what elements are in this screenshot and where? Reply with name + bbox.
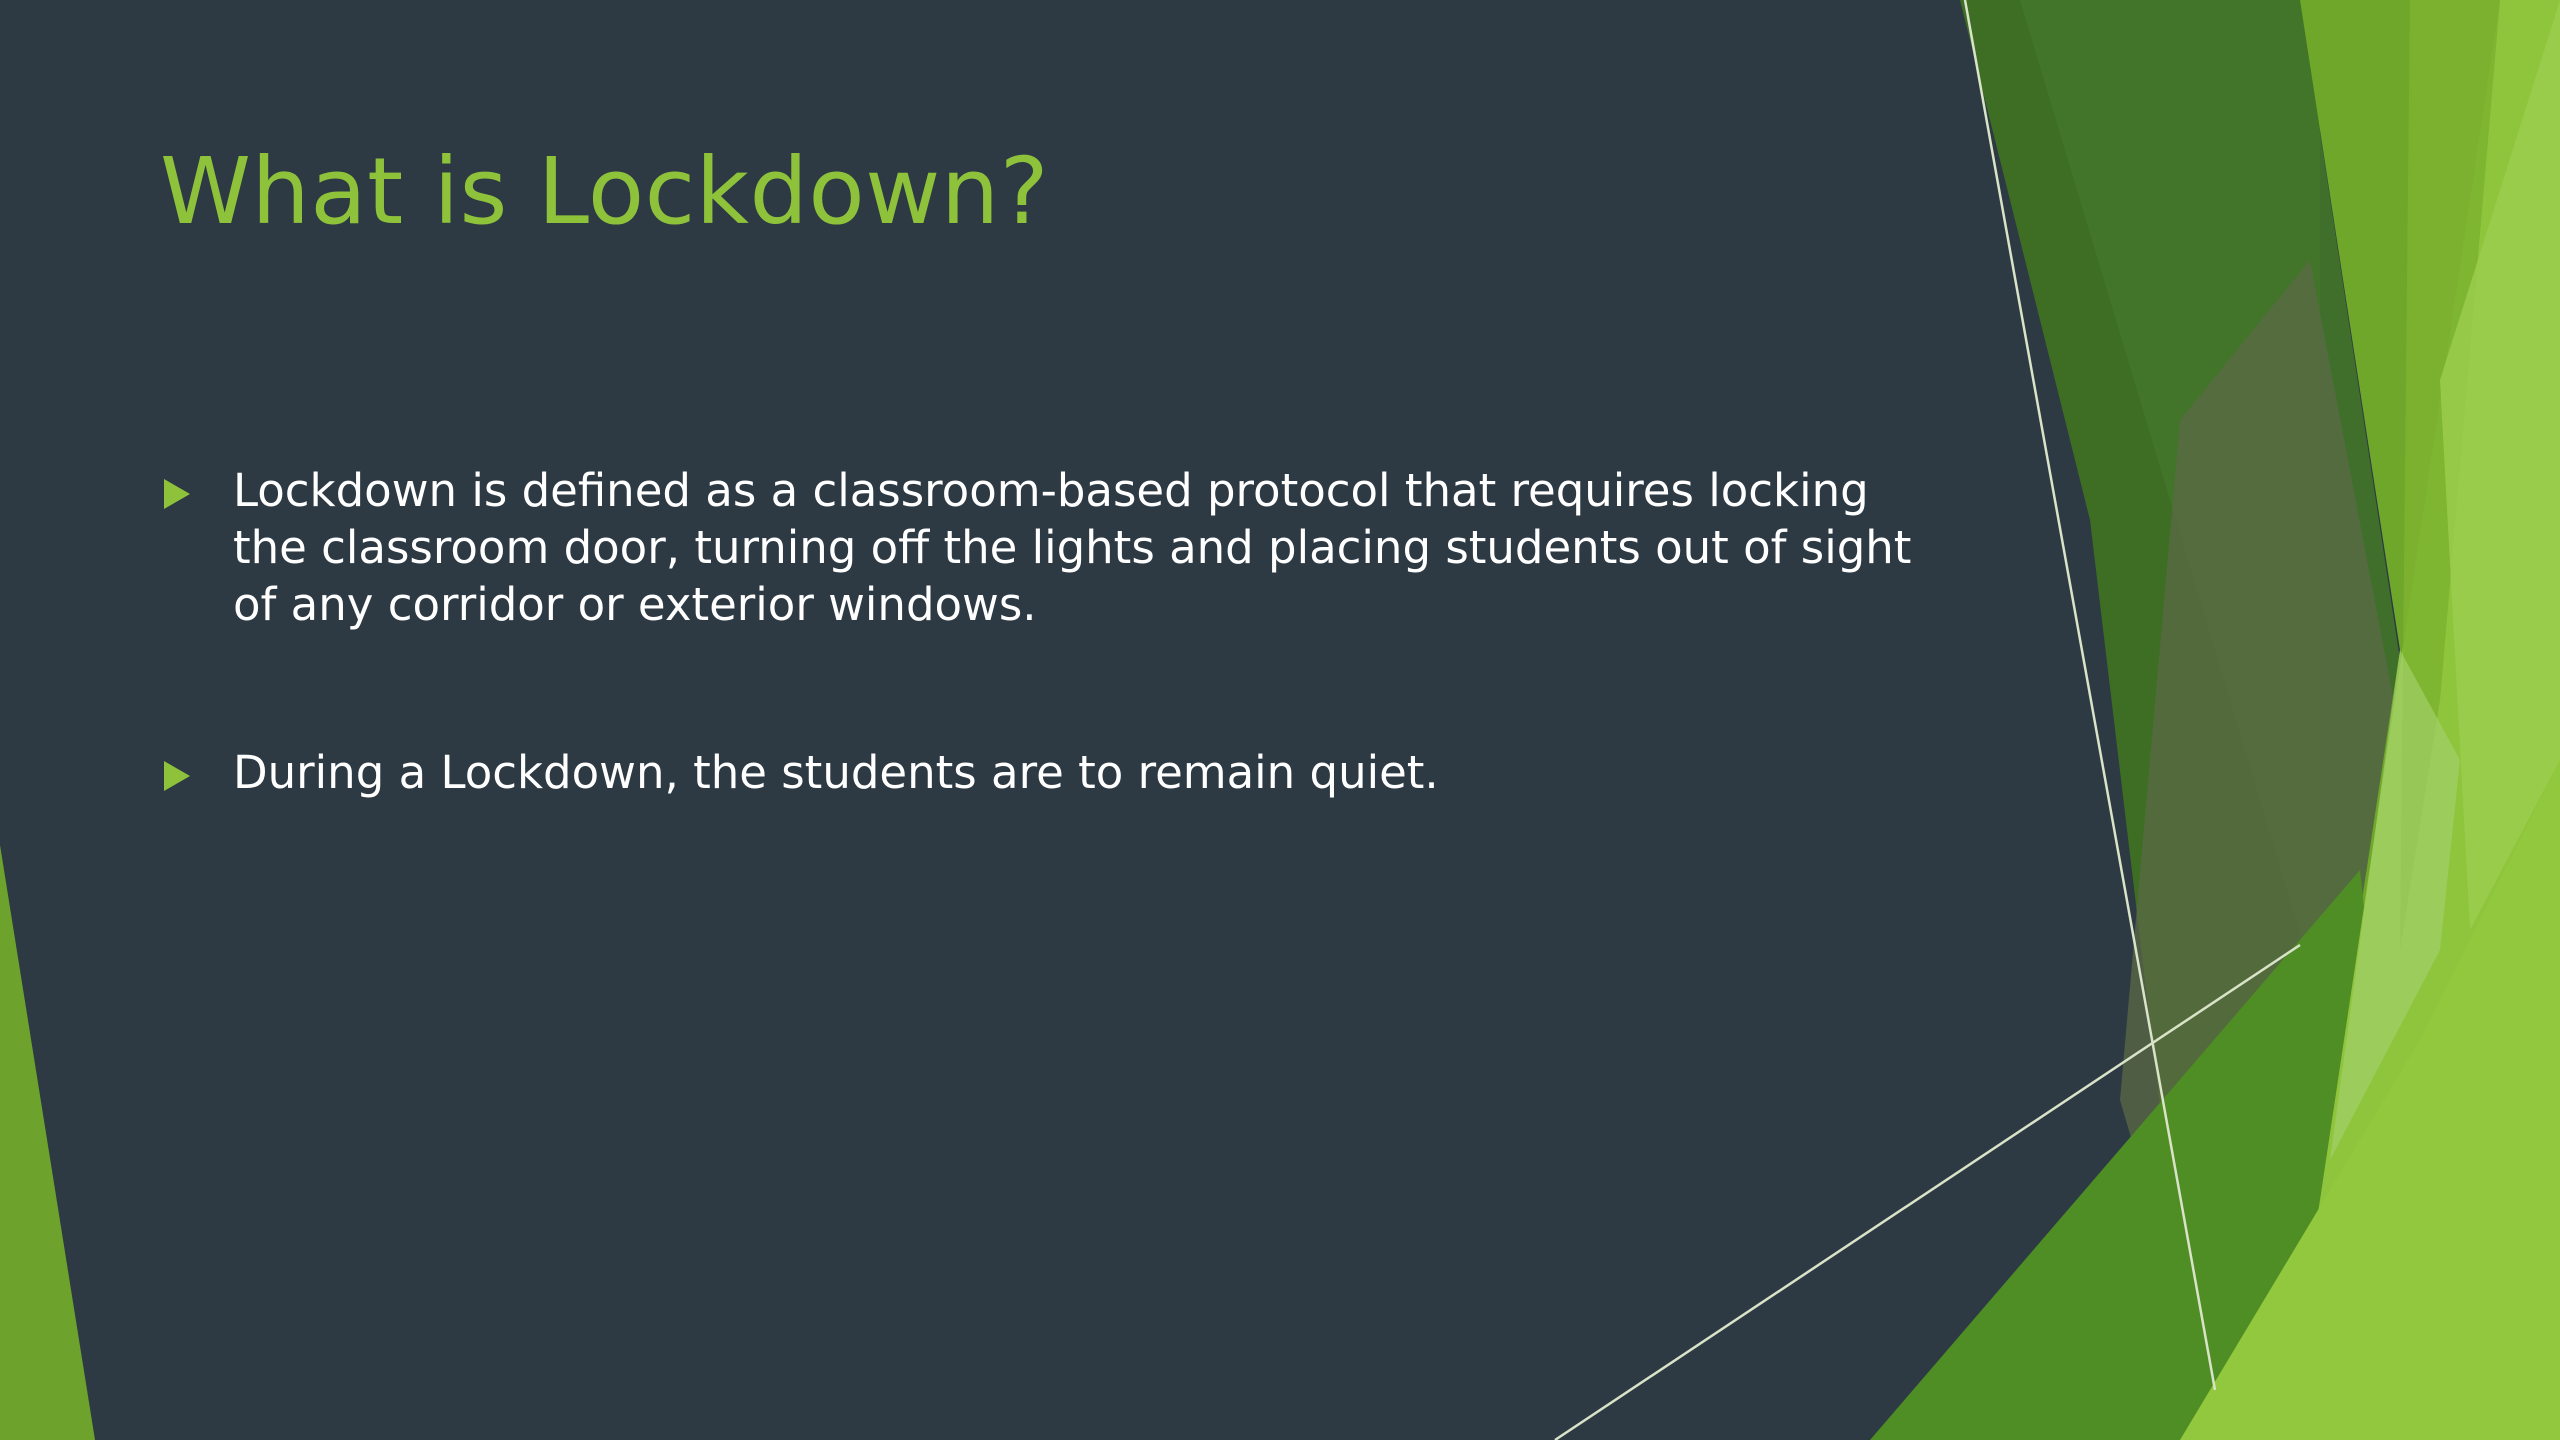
bullet-text: Lockdown is defined as a classroom-based protocol that requires locking the classroom door, turning off the lights and placing students out of sight of any corridor or exterior windows. xyxy=(233,464,1912,631)
bullet-text: During a Lockdown, the students are to remain quiet. xyxy=(233,746,1439,799)
bullet-item xyxy=(160,744,1920,801)
triangle-bullet-icon xyxy=(164,761,190,791)
bullet-list xyxy=(160,462,1920,801)
triangle-bullet-icon xyxy=(164,479,190,509)
slide-title: What is Lockdown? xyxy=(160,138,1050,245)
left-green-sliver xyxy=(0,845,95,1440)
bullet-item xyxy=(160,462,1920,633)
